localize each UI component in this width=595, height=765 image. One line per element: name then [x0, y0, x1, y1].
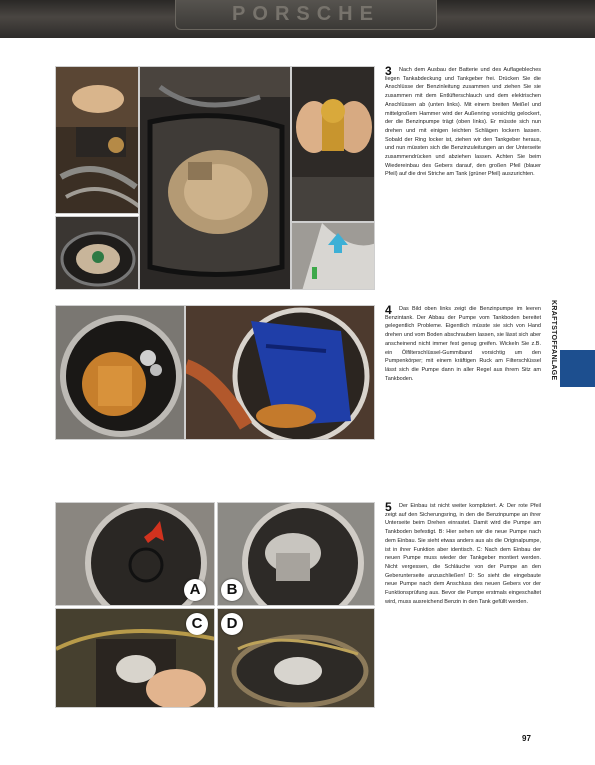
photo-step3-top-left [55, 66, 139, 214]
photo-label-d: D [221, 613, 243, 635]
photo-step3-top-right [291, 66, 375, 222]
step-4-text: Das Bild oben links zeigt die Benzinpumpe im leeren Benzintank. Der Abbau der Pumpe vom Tankboden bereitet gelegentlich Probleme. Eigentlich müsste sie sich von Hand drehen und vom Boden abschrauben lassen, sie lässt sich aber anscheinend nicht immer fest genug greifen. Wickeln Sie z.B. ein Ölfilterschlüssel-Gummiband vorsichtig um den Pumpenkörper; mit einem kräftigen Ruck am Filterschlüssel lässt sich die Pumpe dann in aller Regel aus ihrem Sitz am Tankboden. [385, 306, 541, 382]
step-3-text: Nach dem Ausbau der Batterie und des Auflagebleches liegen Tankabdeckung und Tankgeber frei. Drücken Sie die Anschlüsse der Benzinleitung zusammen und ziehen Sie sie zusammen mit dem Entlüfterschlauch und dem elektrischen Anschlüssen ab (unten links). Mit einem breiten Meißel und mittelgroßem Hammer wird der Außenring vorsichtig gelockert, der die Benzinpumpe trägt (oben links). Er müsste sich nun drehen und mit einigen leichten Schlägen lockern lassen. Sobald der Ring locker ist, ziehen wir den Tankgeber heraus, und nun müssten sich die Benzinzuleitungen an der Unterseite zusammendrücken und abziehen lassen. Achten Sie beim Wiedereinbau des Gebers darauf, den großen Pfeil (blauer Pfeil) auf die drei Striche am Tank (grüner Pfeil) auszurichten. [385, 67, 541, 178]
photo-step4-left [55, 305, 185, 440]
step-5-text: Der Einbau ist nicht weiter kompliziert. A: Der rote Pfeil zeigt auf den Sicherungsring, in den die Benzinpumpe an ihrer Unterseite beim Drehen einrastet. Damit wird die Pumpe am Tankboden befestigt. B: Hier sehen wir die neue Pumpe nach dem Einbau. Sie sieht etwas anders aus als die Originalpumpe, ist in ihrer Funktion aber identisch. C: Nach dem Einbau der neuen Pumpe muss wieder der Tankgeber montiert werden. Nicht vergessen, die Schläuche von der Pumpe an den Geberunterseite anzuschließen! D: So sieht die eingebaute neue Pumpe nach dem Anschluss des neuen Gebers vor der Funktionsprüfung aus. Bevor die Pumpe erstmals eingeschaltet wird, muss ausreichend Benzin in den Tank gefüllt werden. [385, 503, 541, 605]
brand-plate-text: PORSCHE [232, 3, 380, 25]
photo-label-c: C [186, 613, 208, 635]
photo-step3-bottom-right [291, 222, 375, 290]
step-5-number: 5 [385, 500, 392, 514]
step-4-number: 4 [385, 303, 392, 317]
chapter-side-label [545, 300, 559, 440]
photo-step5-a [55, 502, 215, 606]
photo-step3-center [139, 66, 291, 290]
chapter-side-label-text: KRAFTSTOFFANLAGE [550, 300, 557, 381]
photo-label-b: B [221, 579, 243, 601]
header-band [0, 0, 595, 38]
step-3-number: 3 [385, 64, 392, 78]
photo-label-a: A [184, 579, 206, 601]
photo-step3-bottom-left [55, 216, 139, 290]
photo-step5-d [217, 608, 375, 708]
photo-step5-b [217, 502, 375, 606]
chapter-tab [560, 350, 595, 387]
photo-step4-right [185, 305, 375, 440]
page-number: 97 [522, 734, 531, 743]
photo-step5-c [55, 608, 215, 708]
brand-plate [175, 0, 437, 30]
